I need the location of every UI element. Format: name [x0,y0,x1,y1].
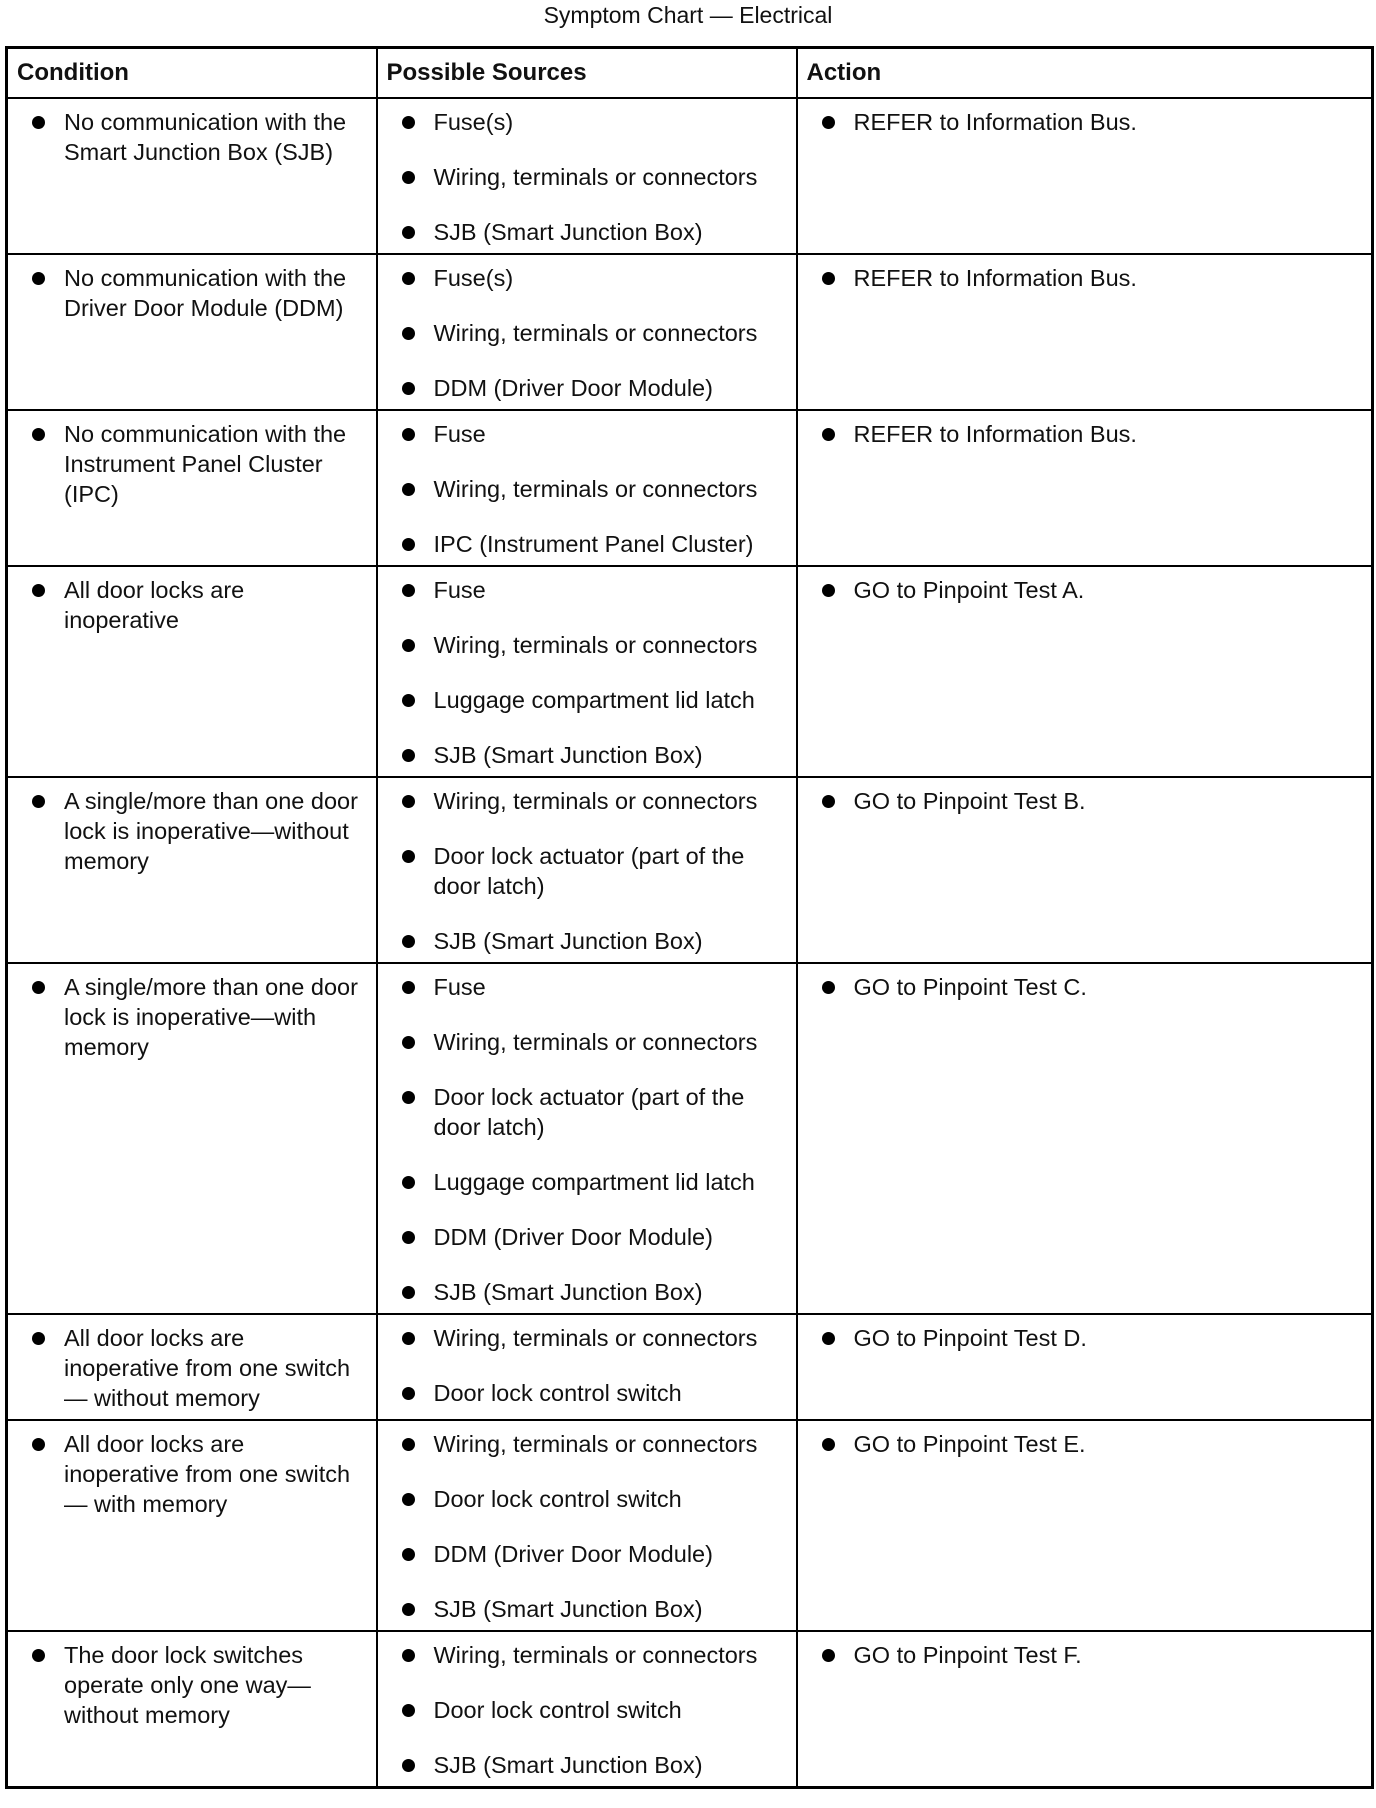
action-cell-list [820,575,1362,605]
bullet-item: GO to Pinpoint Test E. [820,1429,1362,1459]
table-row [7,777,1373,963]
bullet-item: Wiring, terminals or connectors [400,1429,786,1459]
table-row [7,963,1373,1314]
table-row [7,254,1373,410]
bullet-item: Wiring, terminals or connectors [400,630,786,660]
bullet-item: Door lock actuator (part of the door latch) [400,841,786,901]
action-cell [797,963,1373,1314]
table-row [7,1631,1373,1788]
bullet-item: Wiring, terminals or connectors [400,786,786,816]
action-cell-list [820,972,1362,1002]
possible-sources-cell-list [400,1640,786,1780]
bullet-item: Fuse [400,419,786,449]
possible-sources-cell-list [400,107,786,247]
bullet-item: Door lock control switch [400,1378,786,1408]
possible-sources-cell-list [400,1323,786,1408]
possible-sources-cell-list [400,263,786,403]
bullet-item: DDM (Driver Door Module) [400,1222,786,1252]
possible-sources-cell [377,566,797,777]
bullet-item: Fuse [400,972,786,1002]
condition-cell [7,777,377,963]
bullet-item: No communication with the Driver Door Module (DDM) [30,263,366,323]
bullet-item: Wiring, terminals or connectors [400,1640,786,1670]
condition-cell [7,1420,377,1631]
action-cell-list [820,1323,1362,1353]
bullet-item: GO to Pinpoint Test F. [820,1640,1362,1670]
possible-sources-cell [377,1631,797,1788]
possible-sources-cell [377,410,797,566]
bullet-item: SJB (Smart Junction Box) [400,217,786,247]
bullet-item: Fuse [400,575,786,605]
possible-sources-cell-list [400,786,786,956]
condition-cell [7,566,377,777]
bullet-item: REFER to Information Bus. [820,263,1362,293]
column-header-action: Action [797,48,1373,99]
action-cell [797,777,1373,963]
action-cell [797,1420,1373,1631]
bullet-item: GO to Pinpoint Test C. [820,972,1362,1002]
bullet-item: Wiring, terminals or connectors [400,474,786,504]
action-cell [797,1631,1373,1788]
bullet-item: Wiring, terminals or connectors [400,318,786,348]
column-header-possible-sources: Possible Sources [377,48,797,99]
possible-sources-cell [377,963,797,1314]
possible-sources-cell-list [400,575,786,770]
bullet-item: All door locks are inoperative from one switch— without memory [30,1323,366,1413]
possible-sources-cell [377,1314,797,1420]
bullet-item: Wiring, terminals or connectors [400,1027,786,1057]
action-cell [797,254,1373,410]
bullet-item: No communication with the Smart Junction Box (SJB) [30,107,366,167]
table-row [7,566,1373,777]
condition-cell-list [30,1640,366,1730]
condition-cell-list [30,263,366,323]
action-cell-list [820,107,1362,137]
table-header-row [7,48,1373,99]
action-cell-list [820,1429,1362,1459]
action-cell [797,566,1373,777]
condition-cell-list [30,786,366,876]
action-cell [797,1314,1373,1420]
bullet-item: DDM (Driver Door Module) [400,373,786,403]
bullet-item: All door locks are inoperative from one switch— with memory [30,1429,366,1519]
action-cell-list [820,263,1362,293]
condition-cell [7,410,377,566]
condition-cell [7,1631,377,1788]
table-row [7,98,1373,254]
possible-sources-cell [377,98,797,254]
table-row [7,1420,1373,1631]
table-row [7,410,1373,566]
column-header-condition: Condition [7,48,377,99]
condition-cell-list [30,419,366,509]
bullet-item: GO to Pinpoint Test A. [820,575,1362,605]
bullet-item: Fuse(s) [400,263,786,293]
condition-cell-list [30,107,366,167]
bullet-item: Wiring, terminals or connectors [400,162,786,192]
bullet-item: SJB (Smart Junction Box) [400,1277,786,1307]
condition-cell [7,98,377,254]
bullet-item: SJB (Smart Junction Box) [400,740,786,770]
possible-sources-cell [377,254,797,410]
bullet-item: Luggage compartment lid latch [400,1167,786,1197]
page-title: Symptom Chart — Electrical [543,2,833,28]
condition-cell-list [30,575,366,635]
bullet-item: Fuse(s) [400,107,786,137]
bullet-item: SJB (Smart Junction Box) [400,1594,786,1624]
bullet-item: SJB (Smart Junction Box) [400,926,786,956]
possible-sources-cell [377,777,797,963]
bullet-item: The door lock switches operate only one way—without memory [30,1640,366,1730]
condition-cell-list [30,1323,366,1413]
bullet-item: All door locks are inoperative [30,575,366,635]
bullet-item: A single/more than one door lock is inoperative—without memory [30,786,366,876]
condition-cell [7,963,377,1314]
table-body [7,98,1373,1788]
bullet-item: Door lock actuator (part of the door latch) [400,1082,786,1142]
condition-cell [7,254,377,410]
action-cell [797,410,1373,566]
bullet-item: No communication with the Instrument Panel Cluster (IPC) [30,419,366,509]
bullet-item: GO to Pinpoint Test D. [820,1323,1362,1353]
bullet-item: DDM (Driver Door Module) [400,1539,786,1569]
action-cell-list [820,419,1362,449]
bullet-item: Door lock control switch [400,1484,786,1514]
action-cell-list [820,1640,1362,1670]
possible-sources-cell-list [400,972,786,1307]
possible-sources-cell-list [400,1429,786,1624]
action-cell [797,98,1373,254]
bullet-item: GO to Pinpoint Test B. [820,786,1362,816]
possible-sources-cell [377,1420,797,1631]
bullet-item: SJB (Smart Junction Box) [400,1750,786,1780]
bullet-item: Luggage compartment lid latch [400,685,786,715]
bullet-item: IPC (Instrument Panel Cluster) [400,529,786,559]
bullet-item: REFER to Information Bus. [820,419,1362,449]
table-row [7,1314,1373,1420]
condition-cell-list [30,972,366,1062]
bullet-item: Wiring, terminals or connectors [400,1323,786,1353]
possible-sources-cell-list [400,419,786,559]
symptom-chart-table [5,46,1374,1789]
bullet-item: REFER to Information Bus. [820,107,1362,137]
bullet-item: Door lock control switch [400,1695,786,1725]
bullet-item: A single/more than one door lock is inoperative—with memory [30,972,366,1062]
condition-cell [7,1314,377,1420]
condition-cell-list [30,1429,366,1519]
action-cell-list [820,786,1362,816]
